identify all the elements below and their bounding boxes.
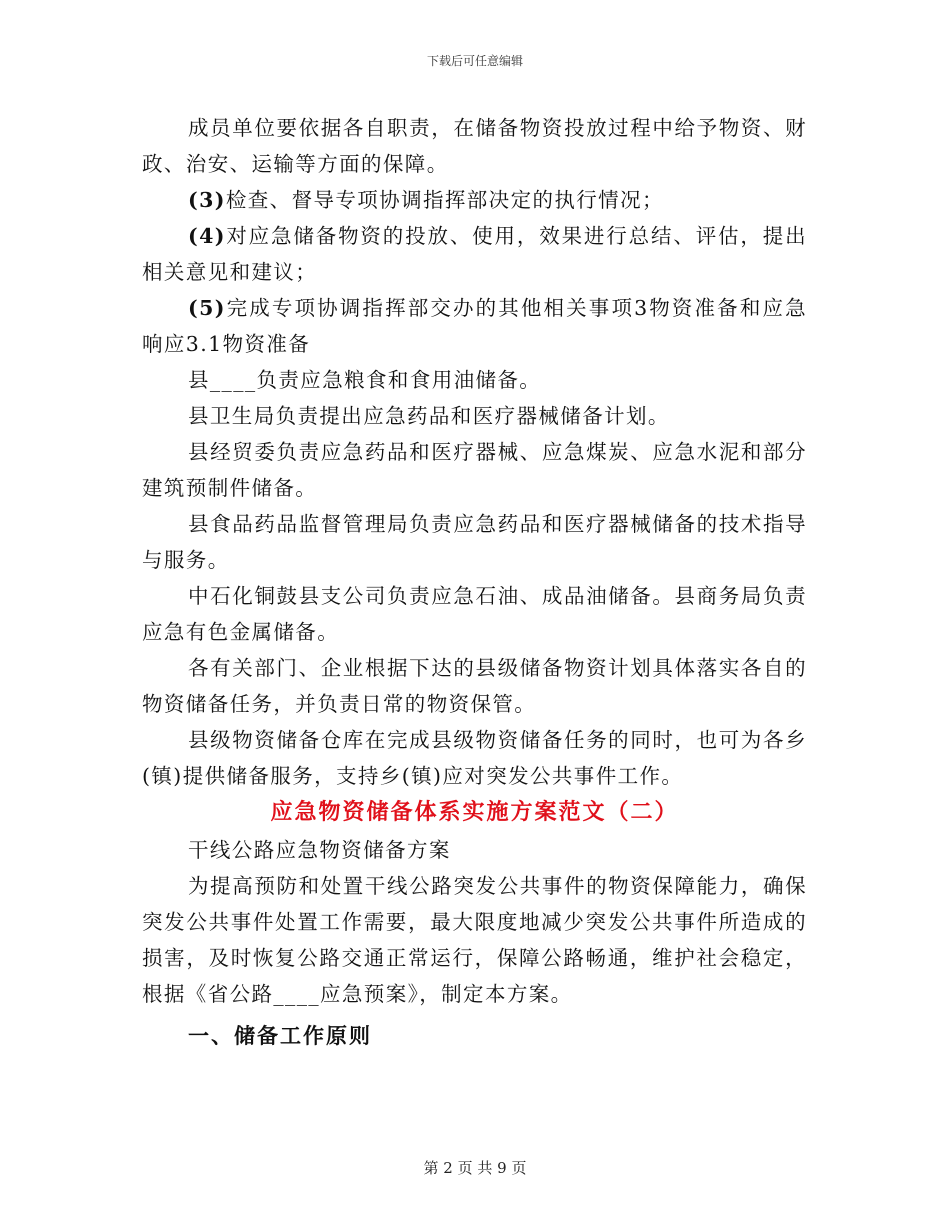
paragraph [142,290,807,362]
paragraph: 县级物资储备仓库在完成县级物资储备任务的同时，也可为各乡(镇)提供储备服务，支持乡(镇)应对突发公共事件工作。 [142,728,807,788]
document-body [142,110,807,1056]
item-number: (4) [188,224,226,248]
page-header: 下载后可任意编辑 [426,54,523,68]
paragraph: 为提高预防和处置干线公路突发公共事件的物资保障能力，确保突发公共事件处置工作需要，最大限度地减少突发公共事件所造成的损害，及时恢复公路交通正常运行，保障公路畅通，维护社会稳定，根据《省公路____应急预案》，制定本方案。 [142,874,807,1006]
paragraph [142,218,807,290]
paragraph-text: 对应急储备物资的投放、使用，效果进行总结、评估，提出相关意见和建议； [142,224,807,284]
paragraph: 干线公路应急物资储备方案 [188,838,451,862]
paragraph: 中石化铜鼓县支公司负责应急石油、成品油储备。县商务局负责应急有色金属储备。 [142,584,807,644]
paragraph: 县____负责应急粮食和食用油储备。 [188,368,542,392]
paragraph: 县卫生局负责提出应急药品和医疗器械储备计划。 [188,404,670,428]
page-footer: 第 2 页 共 9 页 [423,1159,527,1177]
item-number: (3) [188,188,226,212]
paragraph [142,110,807,182]
paragraph-text: 成员单位要依据各自职责，在储备物资投放过程中给予物资、财政、治安、运输等方面的保障。 [142,116,807,176]
paragraph-text: 完成专项协调指挥部交办的其他相关事项3物资准备和应急响应3.1物资准备 [142,296,807,356]
section-title: 应急物资储备体系实施方案范文（二） [270,800,679,825]
paragraph-text: 检查、督导专项协调指挥部决定的执行情况； [225,188,664,212]
paragraph: 县经贸委负责应急药品和医疗器械、应急煤炭、应急水泥和部分建筑预制件储备。 [142,440,807,500]
paragraph [142,182,807,218]
heading: 一、储备工作原则 [188,1024,372,1048]
item-number: (5) [188,296,226,320]
paragraph: 各有关部门、企业根据下达的县级储备物资计划具体落实各自的物资储备任务，并负责日常的物资保管。 [142,656,807,716]
paragraph: 县食品药品监督管理局负责应急药品和医疗器械储备的技术指导与服务。 [142,512,807,572]
